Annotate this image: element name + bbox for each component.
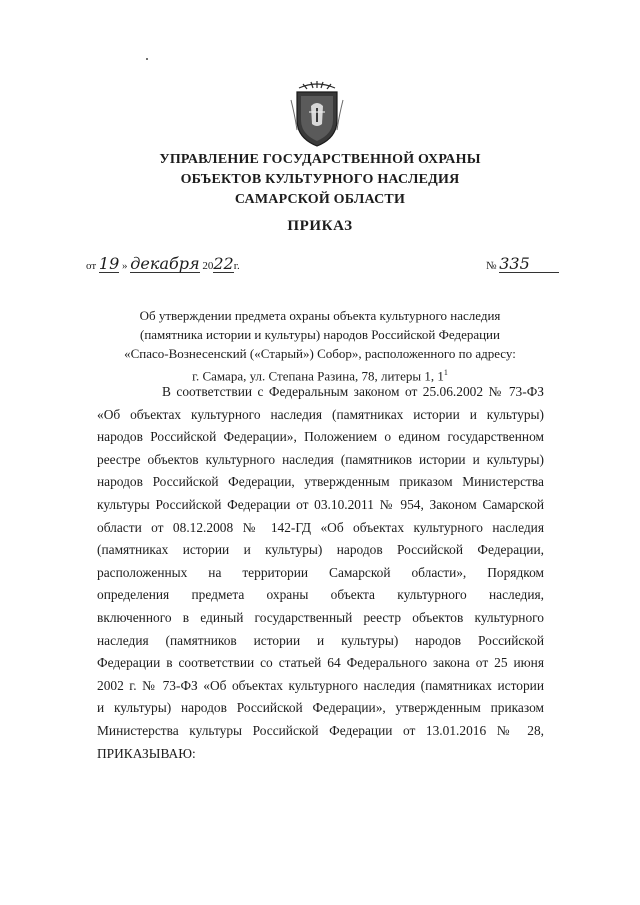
subject-line-4	[90, 363, 550, 385]
date-year-suffix: 22	[213, 254, 234, 273]
subject-line-3: «Спасо-Вознесенский («Старый») Собор», расположенного по адресу:	[124, 346, 516, 361]
scan-speck	[146, 58, 148, 60]
date-year-abbr: г.	[233, 260, 240, 272]
subject-line-2: (памятника истории и культуры) народов Российской Федерации	[140, 327, 500, 342]
date-quote: »	[122, 260, 128, 272]
body-line: народов Российской Федерации, утвержденным приказом Министерства	[97, 474, 544, 490]
order-number	[486, 256, 559, 273]
body-line: народов Российской Федерации», Положением о едином государственном	[97, 429, 544, 445]
subject-line-1: Об утверждении предмета охраны объекта культурного наследия	[139, 308, 501, 323]
date-year-prefix: 20	[202, 260, 214, 272]
org-name-line-2: ОБЪЕКТОВ КУЛЬТУРНОГО НАСЛЕДИЯ	[180, 172, 460, 187]
body-line: области от 08.12.2008 № 142-ГД «Об объектах культурного наследия	[97, 519, 544, 535]
order-date	[86, 256, 240, 273]
body-line: реестре объектов культурного наследия (памятников истории и культуры)	[97, 451, 544, 467]
subject-line-4-text: г. Самара, ул. Степана Разина, 78, литеры 1, 1	[192, 368, 444, 384]
body-line: культуры Российской Федерации от 03.10.2011 № 954, Законом Самарской	[97, 497, 544, 512]
body-line: Министерства культуры Российской Федерации от 13.01.2016 № 28,	[97, 723, 544, 738]
number-value: 335	[499, 256, 559, 273]
org-name-line-1: УПРАВЛЕНИЕ ГОСУДАРСТВЕННОЙ ОХРАНЫ	[159, 152, 481, 167]
body-line: 2002 г. № 73-ФЗ «Об объектах культурного наследия (памятниках истории	[97, 677, 544, 693]
body-line: В соответствии с Федеральным законом от 25.06.2002 № 73-ФЗ	[162, 384, 544, 399]
date-day: 19	[98, 254, 120, 273]
body-line: (памятниках истории и культуры) народов Российской Федерации,	[97, 542, 544, 558]
body-line: «Об объектах культурного наследия (памятниках истории и культуры)	[97, 406, 544, 422]
number-label: №	[486, 260, 497, 272]
body-line: расположенных на территории Самарской области», Порядком	[97, 564, 544, 580]
date-prefix: от	[86, 260, 97, 272]
body-line: ПРИКАЗЫВАЮ:	[97, 745, 196, 761]
body-line: Федерации в соответствии со статьей 64 Федерального закона от 25 июня	[97, 655, 544, 671]
date-month: декабря	[130, 254, 200, 273]
body-line: определения предмета охраны объекта культурного наследия,	[97, 587, 544, 603]
body-line: наследия (памятников истории и культуры) народов Российской	[97, 632, 544, 648]
body-line: включенного в единый государственный реестр объектов культурного	[97, 610, 544, 625]
coat-of-arms-emblem	[289, 80, 345, 150]
body-line: и культуры) народов Российской Федерации», утвержденным приказом	[97, 700, 544, 716]
org-name-line-3: САМАРСКОЙ ОБЛАСТИ	[234, 192, 406, 207]
subject-line-4-sup: 1	[443, 368, 448, 377]
document-type-title: ПРИКАЗ	[287, 218, 353, 234]
